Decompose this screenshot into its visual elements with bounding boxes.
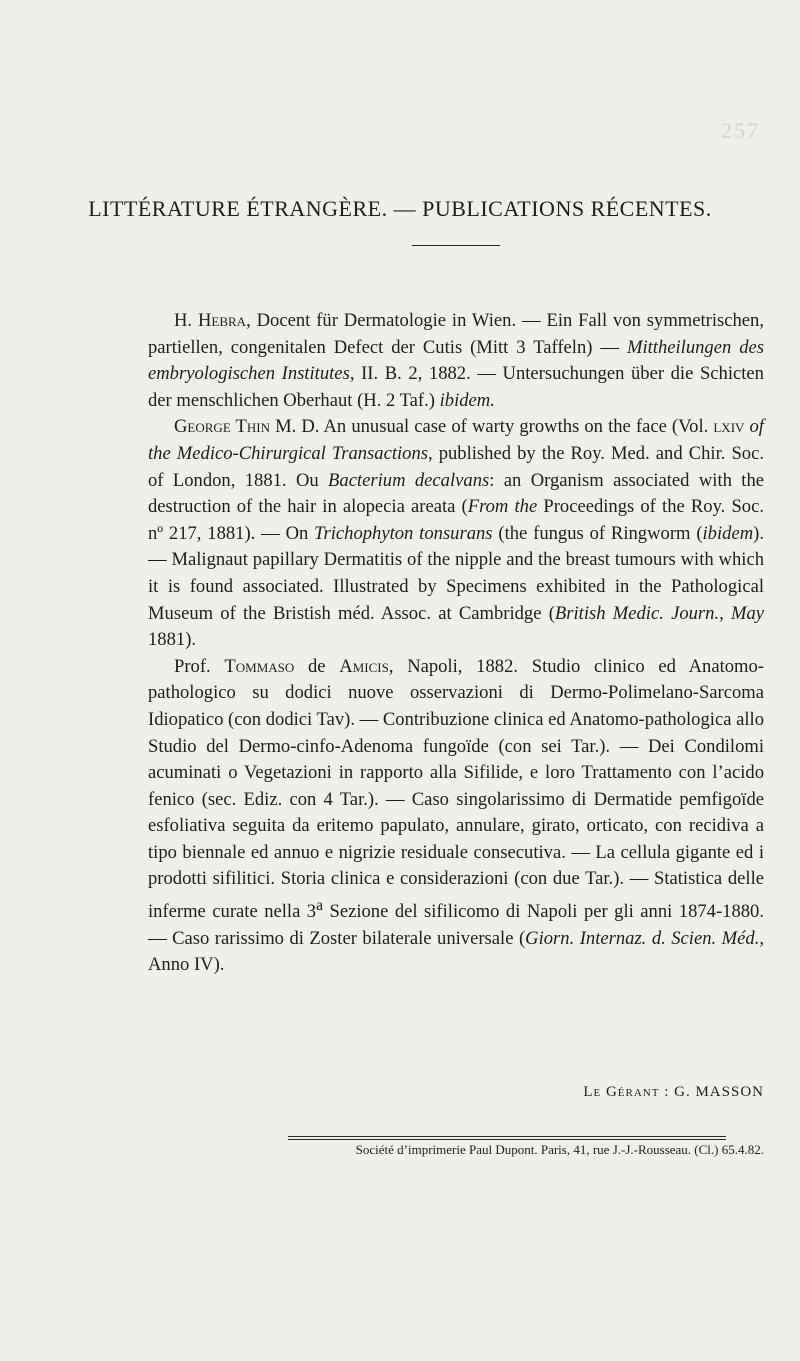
journal-title: Giorn. Internaz. d. Scien. Méd. bbox=[525, 927, 760, 949]
journal-title: British Medic. Journ., May bbox=[554, 602, 765, 624]
entry-amicis: Prof. Tommaso de Amicis, Napoli, 1882. Studio clinico ed Anatomo-pathologico su dodici nuove osservazioni di Dermo-Polimelano-Sarcoma Idiopatico (con dodici Tav). — Contribuzione clinica ed Anatomo-pathologica allo Studio del Dermo-cinfo-Adenoma fungoïde (con sei Tar.). — Dei Condilomi acuminati o Vegetazioni in rapporto alla Sifilide, e loro Trattamento con l’acido fenico (sec. Ediz. con 4 Tar.). — Caso singolarissimo di Dermatide pemfigoïde esfoliativa seguita da eritemo papulato, annulare, girato, orticato, con recidiva a tipo biennale ed annuo e nigrizie residuale consecutiva. — La cellula gigante ed i prodotti sifilitici. Storia clinica e considerazioni (con due Tar.). — Statistica delle inferme curate nella 3$^a$ Sezione del sifilicomo di Napoli per gli anni 1874-1880. — Caso rarissimo di Zoster bilaterale universale (Giorn. Internaz. d. Scien. Méd., Anno IV). bbox=[148, 655, 764, 976]
entry-hebra: H. Hebra, Docent für Dermatologie in Wien. — Ein Fall von symmetrischen, partiellen, congenitalen Defect der Cutis (Mitt 3 Taffeln) — Mittheilungen des embryologischen Institutes, II. B. 2, 1882. — Untersuchungen über die Schicten der menschlichen Oberhaut (H. 2 Taf.) ibidem. bbox=[148, 310, 765, 411]
imprint-rule-inner bbox=[288, 1139, 726, 1140]
author-name: Tommaso bbox=[224, 655, 295, 677]
article-body bbox=[148, 308, 764, 979]
section-title: LITTÉRATURE ÉTRANGÈRE. — PUBLICATIONS RÉCENTES. bbox=[88, 196, 712, 221]
gerant-signature: Le Gérant : G. MASSON bbox=[583, 1084, 764, 1100]
imprint-rule bbox=[288, 1136, 726, 1137]
bleed-through-page-number: 257 bbox=[721, 118, 760, 143]
journal-title: of the Medico-Chirurgical Transactions bbox=[148, 416, 764, 464]
journal-title: Mittheilungen des embryologischen Institutes bbox=[148, 336, 764, 385]
author-name: H. Hebra bbox=[174, 310, 247, 331]
author-name: Amicis bbox=[339, 655, 389, 677]
printer-imprint: Société d’imprimerie Paul Dupont. Paris, 41, rue J.-J.-Rousseau. (Cl.) 65.4.82. bbox=[355, 1142, 764, 1157]
author-name: George Thin bbox=[174, 416, 270, 438]
title-rule bbox=[412, 245, 500, 246]
entry-thin: George Thin M. D. An unusual case of warty growths on the face (Vol. lxiv of the Medico-Chirurgical Transactions, published by the Roy. Med. and Chir. Soc. of London, 1881. Ou Bacterium decalvans: an Organism associated with the destruction of the hair in alopecia areata (From the Proceedings of the Roy. Soc. nº 217, 1881). — On Trichophyton tonsurans (the fungus of Ringworm (ibidem). — Malignaut papillary Dermatitis of the nipple and the breast tumours with which it is found associated. Illustrated by Specimens exhibited in the Pathological Museum of the Bristish méd. Assoc. at Cambridge (British Medic. Journ., May 1881). bbox=[148, 416, 765, 651]
